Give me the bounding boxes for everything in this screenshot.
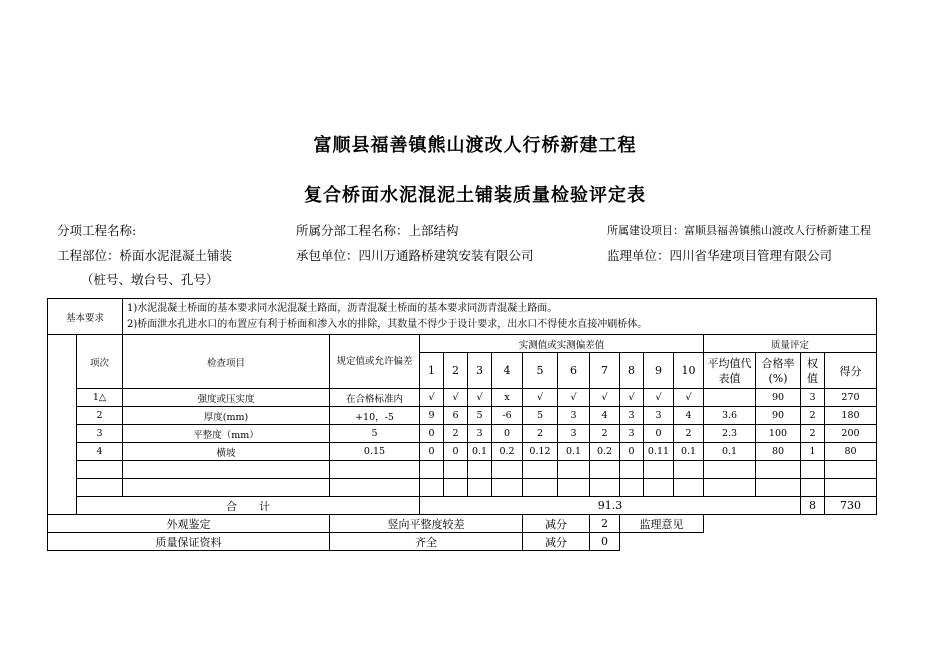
header-check-item: 检查项目 bbox=[123, 335, 330, 389]
row-weight: 3 bbox=[801, 389, 825, 407]
deduction-value-1: 2 bbox=[590, 515, 620, 533]
row-score: 180 bbox=[825, 407, 877, 425]
row-value: 2 bbox=[590, 425, 620, 443]
row-value: 6 bbox=[444, 407, 468, 425]
row-value: 0.12 bbox=[523, 443, 558, 461]
row-weight: 2 bbox=[801, 425, 825, 443]
row-spec: 5 bbox=[330, 425, 420, 443]
header-spec: 规定值或允许偏差 bbox=[330, 335, 420, 389]
row-value: 2 bbox=[444, 425, 468, 443]
basic-requirements-row bbox=[48, 299, 877, 335]
header-col-2: 2 bbox=[444, 353, 468, 389]
table-row bbox=[48, 425, 877, 443]
row-value: 0 bbox=[492, 425, 523, 443]
row-item: 横坡 bbox=[123, 443, 330, 461]
row-value: 3 bbox=[644, 407, 674, 425]
quality-docs-label: 质量保证资料 bbox=[48, 533, 330, 551]
row-item: 强度或压实度 bbox=[123, 389, 330, 407]
row-value: √ bbox=[523, 389, 558, 407]
header-average: 平均值代表值 bbox=[704, 353, 756, 389]
total-label: 合 计 bbox=[77, 497, 420, 515]
left-margin-cell bbox=[48, 335, 77, 515]
row-value: 4 bbox=[590, 407, 620, 425]
basic-requirements-label: 基本要求 bbox=[48, 299, 123, 335]
row-no: 1△ bbox=[77, 389, 123, 407]
quality-docs-row bbox=[48, 533, 877, 551]
row-average: 0.1 bbox=[704, 443, 756, 461]
deduction-label-2: 减分 bbox=[523, 533, 590, 551]
row-value: √ bbox=[644, 389, 674, 407]
empty-row bbox=[48, 479, 877, 497]
basic-requirement-2: 2)桥面泄水孔进水口的布置应有利于桥面和渗入水的排除，其数量不得少于设计要求，出水口不得使水直接冲刷桥体。 bbox=[127, 318, 648, 330]
row-value: √ bbox=[558, 389, 590, 407]
header-col-10: 10 bbox=[674, 353, 704, 389]
header-quality: 质量评定 bbox=[704, 335, 877, 353]
row-value: 0 bbox=[620, 443, 644, 461]
row-value: 3 bbox=[558, 425, 590, 443]
row-weight: 1 bbox=[801, 443, 825, 461]
header-col-7: 7 bbox=[590, 353, 620, 389]
pile-number-note: （桩号、墩台号、孔号） bbox=[81, 272, 219, 287]
supervision-opinion-label: 监理意见 bbox=[620, 515, 704, 533]
total-weight: 8 bbox=[801, 497, 825, 515]
row-value: 4 bbox=[674, 407, 704, 425]
row-value: √ bbox=[620, 389, 644, 407]
header-score: 得分 bbox=[825, 353, 877, 389]
row-value: 0.2 bbox=[590, 443, 620, 461]
construction-project: 所属建设项目：富顺县福善镇熊山渡改人行桥新建工程 bbox=[607, 224, 871, 237]
row-value: x bbox=[492, 389, 523, 407]
inspection-table bbox=[47, 298, 877, 551]
row-value: √ bbox=[590, 389, 620, 407]
header-col-3: 3 bbox=[468, 353, 492, 389]
header-weight: 权值 bbox=[801, 353, 825, 389]
basic-requirement-1: 1)水泥混凝土桥面的基本要求同水泥混凝土路面，沥青混凝土桥面的基本要求同沥青混凝土路面。 bbox=[127, 302, 558, 314]
row-value: 0 bbox=[444, 443, 468, 461]
row-value: 2 bbox=[523, 425, 558, 443]
row-value: 5 bbox=[523, 407, 558, 425]
row-value: 3 bbox=[620, 407, 644, 425]
quality-docs-result: 齐全 bbox=[330, 533, 523, 551]
supervisor: 监理单位：四川省华建项目管理有限公司 bbox=[607, 248, 833, 263]
deduction-value-2: 0 bbox=[590, 533, 620, 551]
header-col-6: 6 bbox=[558, 353, 590, 389]
row-value: 2 bbox=[674, 425, 704, 443]
project-title: 富顺县福善镇熊山渡改人行桥新建工程 bbox=[313, 135, 637, 156]
row-value: √ bbox=[420, 389, 444, 407]
header-pass-rate: 合格率(%) bbox=[756, 353, 801, 389]
blank-area bbox=[704, 533, 877, 551]
row-value: 0 bbox=[420, 425, 444, 443]
row-value: 0.1 bbox=[468, 443, 492, 461]
row-value: 9 bbox=[420, 407, 444, 425]
table-row bbox=[48, 407, 877, 425]
row-no: 3 bbox=[77, 425, 123, 443]
header-row-1 bbox=[48, 335, 877, 353]
row-value: -6 bbox=[492, 407, 523, 425]
row-value: 0.1 bbox=[558, 443, 590, 461]
header-item-no: 项次 bbox=[77, 335, 123, 389]
basic-requirements-text bbox=[123, 299, 877, 335]
table-row bbox=[48, 443, 877, 461]
row-weight: 2 bbox=[801, 407, 825, 425]
row-no: 4 bbox=[77, 443, 123, 461]
blank-area bbox=[704, 515, 877, 533]
header-col-1: 1 bbox=[420, 353, 444, 389]
row-score: 80 bbox=[825, 443, 877, 461]
appearance-result: 竖向平整度较差 bbox=[330, 515, 523, 533]
row-spec: 0.15 bbox=[330, 443, 420, 461]
row-value: 0.1 bbox=[674, 443, 704, 461]
row-spec: 在合格标准内 bbox=[330, 389, 420, 407]
row-value: 0 bbox=[420, 443, 444, 461]
row-pass-rate: 90 bbox=[756, 407, 801, 425]
row-average: 2.3 bbox=[704, 425, 756, 443]
header-col-9: 9 bbox=[644, 353, 674, 389]
row-average bbox=[704, 389, 756, 407]
row-value: √ bbox=[468, 389, 492, 407]
row-value: 5 bbox=[468, 407, 492, 425]
row-pass-rate: 80 bbox=[756, 443, 801, 461]
row-item: 平整度（mm） bbox=[123, 425, 330, 443]
total-value: 91.3 bbox=[420, 497, 801, 515]
empty-row bbox=[48, 461, 877, 479]
total-row bbox=[48, 497, 877, 515]
blank-area bbox=[620, 533, 704, 551]
subitem-name: 分项工程名称: bbox=[57, 223, 137, 238]
row-value: √ bbox=[674, 389, 704, 407]
header-col-5: 5 bbox=[523, 353, 558, 389]
row-average: 3.6 bbox=[704, 407, 756, 425]
header-col-8: 8 bbox=[620, 353, 644, 389]
contractor: 承包单位：四川万通路桥建筑安装有限公司 bbox=[296, 248, 534, 263]
row-value: 0.11 bbox=[644, 443, 674, 461]
row-value: 0.2 bbox=[492, 443, 523, 461]
header-measured: 实测值或实测偏差值 bbox=[420, 335, 704, 353]
appearance-row bbox=[48, 515, 877, 533]
total-score: 730 bbox=[825, 497, 877, 515]
row-score: 200 bbox=[825, 425, 877, 443]
table-row bbox=[48, 389, 877, 407]
row-no: 2 bbox=[77, 407, 123, 425]
row-value: 0 bbox=[644, 425, 674, 443]
project-location: 工程部位：桥面水泥混凝土铺装 bbox=[57, 248, 233, 263]
header-col-4: 4 bbox=[492, 353, 523, 389]
row-item: 厚度(mm) bbox=[123, 407, 330, 425]
row-score: 270 bbox=[825, 389, 877, 407]
form-title: 复合桥面水泥混泥土铺装质量检验评定表 bbox=[304, 185, 646, 206]
row-pass-rate: 100 bbox=[756, 425, 801, 443]
row-value: √ bbox=[444, 389, 468, 407]
row-value: 3 bbox=[620, 425, 644, 443]
row-value: 3 bbox=[468, 425, 492, 443]
deduction-label-1: 减分 bbox=[523, 515, 590, 533]
row-value: 3 bbox=[558, 407, 590, 425]
appearance-label: 外观鉴定 bbox=[48, 515, 330, 533]
row-pass-rate: 90 bbox=[756, 389, 801, 407]
division-name: 所属分部工程名称：上部结构 bbox=[296, 223, 459, 238]
row-spec: +10，-5 bbox=[330, 407, 420, 425]
